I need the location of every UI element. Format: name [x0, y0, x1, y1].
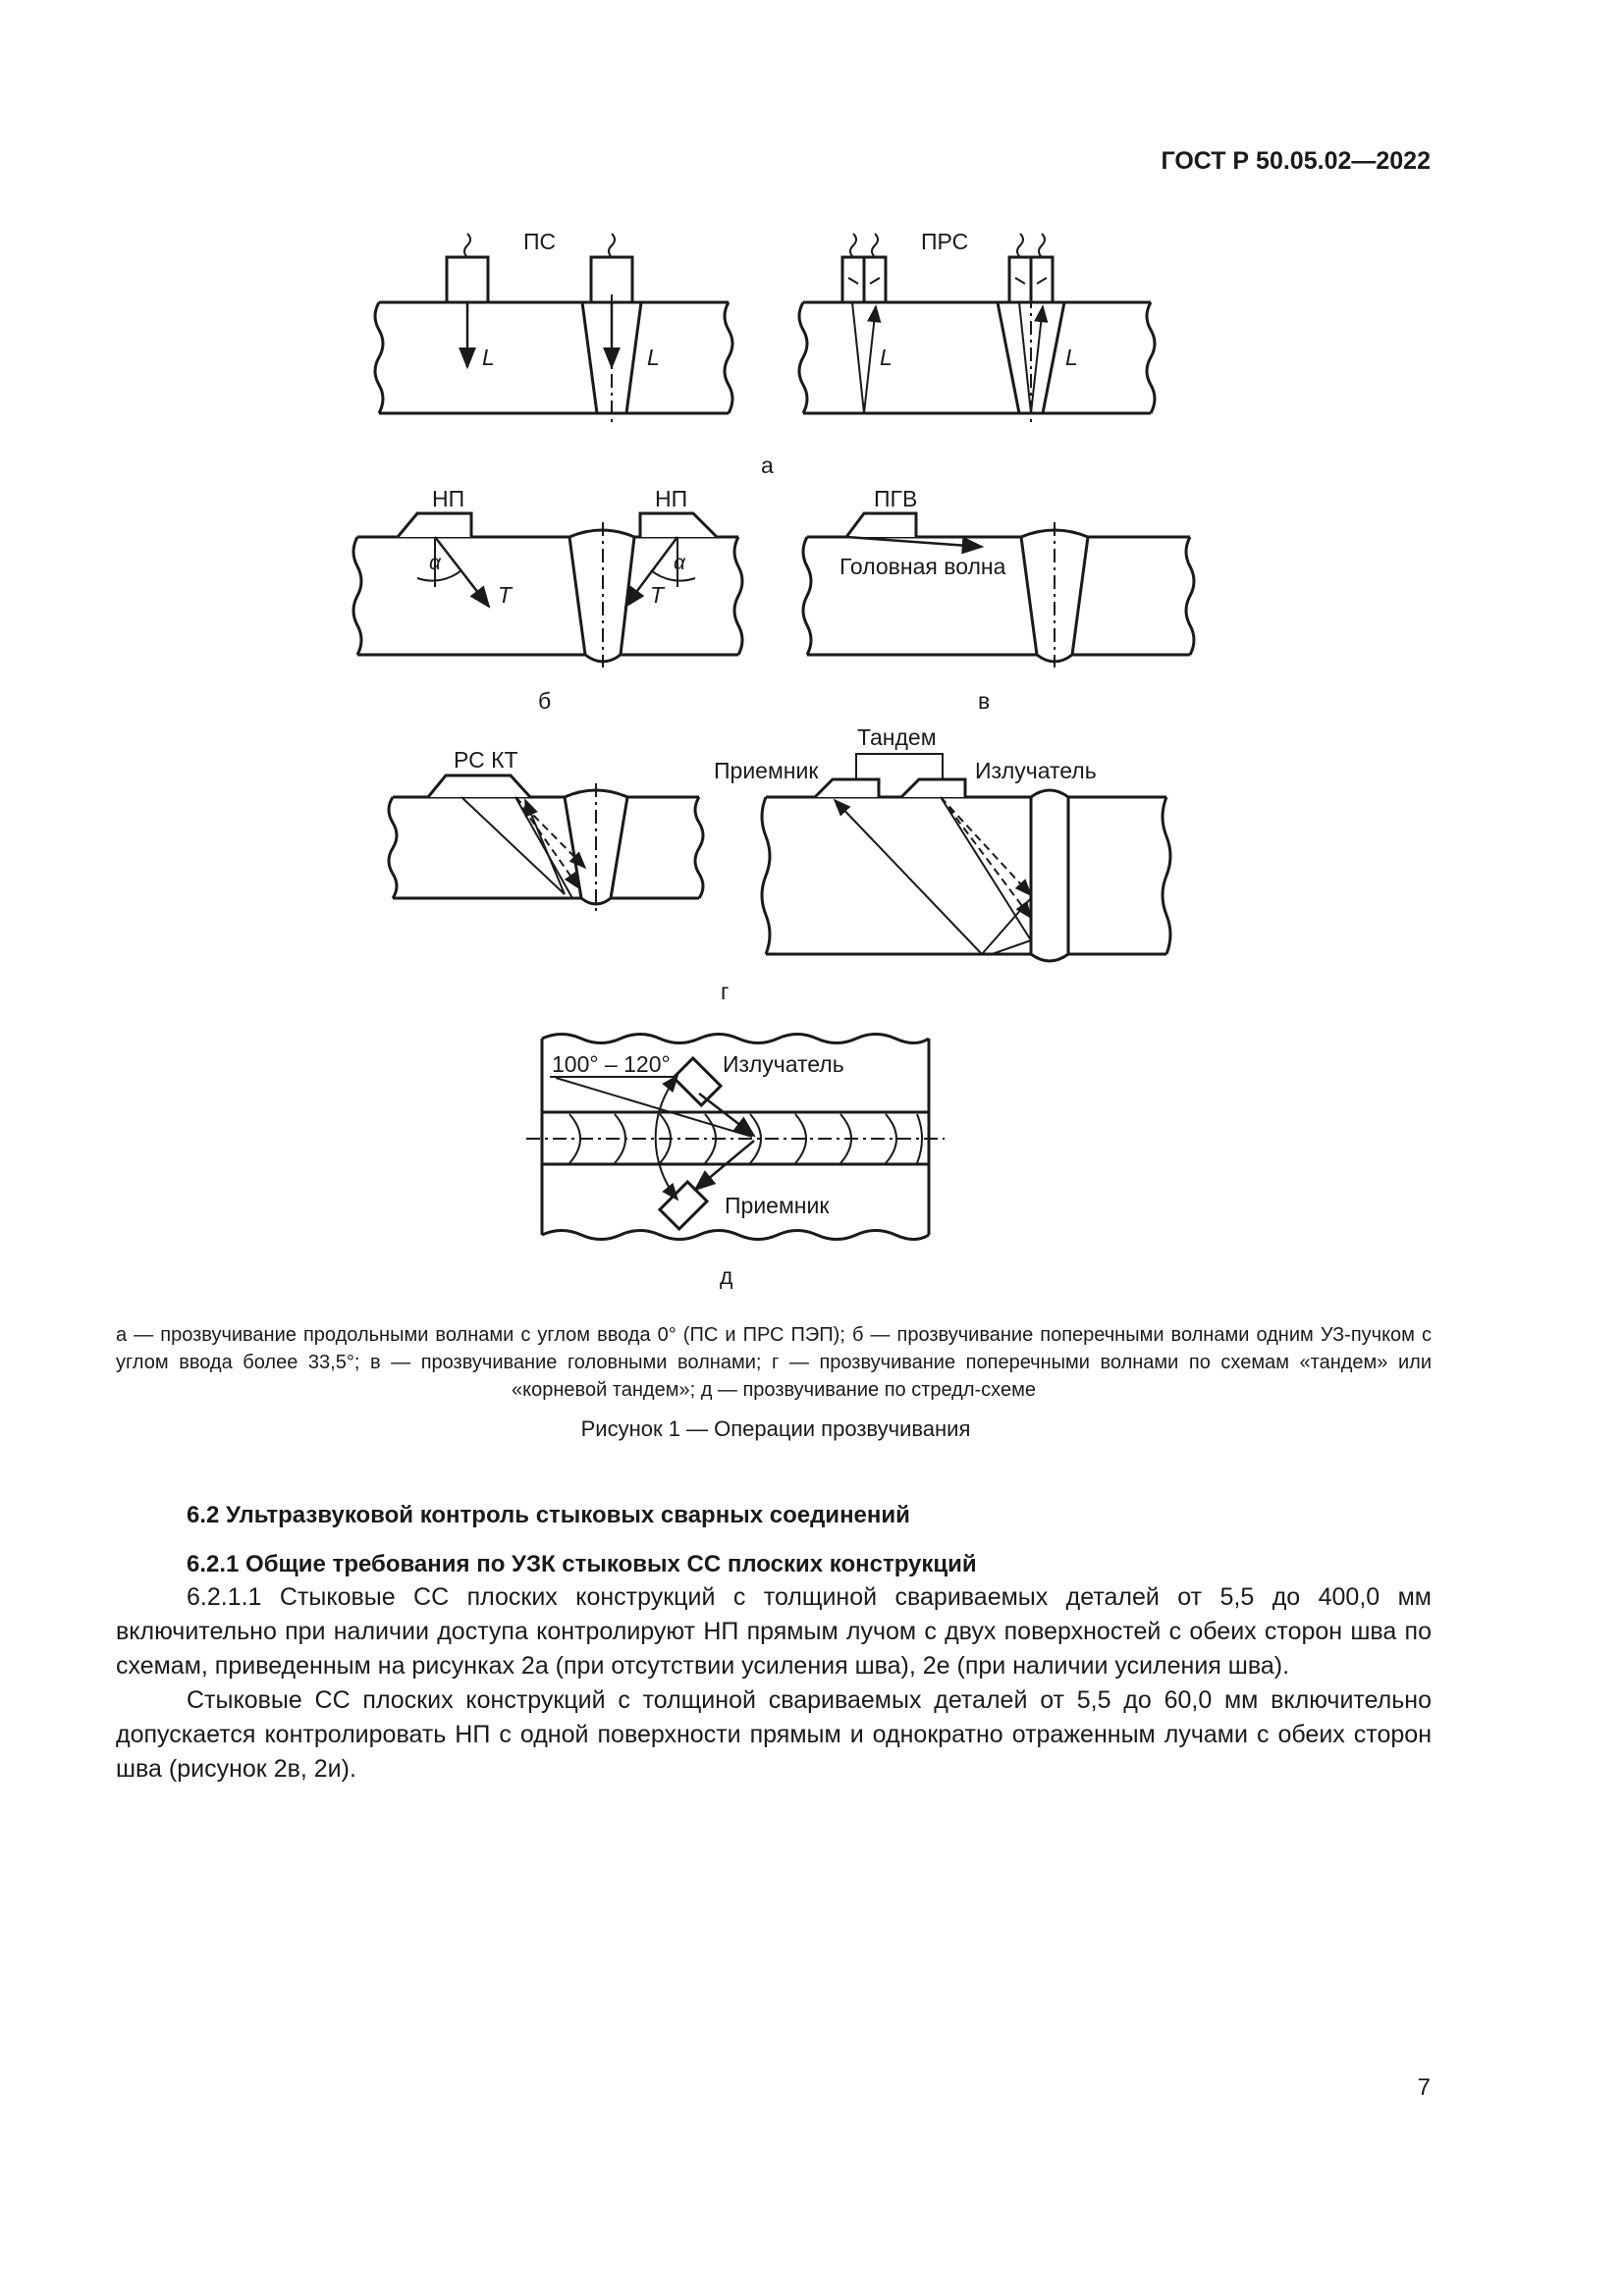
panel-g-right-diagram: [762, 754, 1170, 961]
pgv-label: ПГВ: [874, 486, 918, 511]
rskt-probe: [428, 775, 530, 797]
tandem-emitter-probe: [901, 779, 965, 797]
straddle-receiver-probe: [660, 1182, 707, 1229]
wave-label-t2: T: [650, 582, 665, 608]
pgv-probe: [846, 513, 916, 537]
panel-v-sublabel: в: [978, 688, 991, 714]
figure-legend: а — прозвучивание продольными волнами с углом ввода 0° (ПС и ПРС ПЭП); б — прозвучивание поперечными волнами одним УЗ-пучком с углом ввода более 33,5°; в — прозвучивание головными волнами; г — прозвучивание поперечными волнами по схемам «тандем» или «корневой тандем»; д — прозвучивание по стредл-схеме: [116, 1324, 1432, 1401]
panel-d-sublabel: д: [720, 1263, 733, 1289]
paragraph: 6.2.1.1 Стыковые СС плоских конструкций с толщиной свариваемых деталей от 5,5 до 400,0 мм включительно при наличии доступа контролируют НП прямым лучом с двух поверхностей с обеих сторон шва по схемам, приведенным на рисунках 2а (при отсутствии усиления шва), 2е (при наличии усиления шва).: [116, 1583, 1432, 1680]
tandem-emitter-label: Излучатель: [975, 758, 1097, 783]
prs-label: ПРС: [921, 229, 969, 254]
panel-b-diagram: [353, 513, 742, 667]
tandem-receiver-probe: [815, 779, 879, 797]
section-heading: 6.2 Ультразвуковой контроль стыковых сварных соединений: [187, 1502, 910, 1528]
ps-label: ПС: [523, 229, 557, 254]
panel-b-sublabel: б: [538, 688, 552, 714]
subsection-heading: 6.2.1 Общие требования по УЗК стыковых СС плоских конструкций: [187, 1551, 977, 1577]
panel-v-diagram: [803, 513, 1194, 667]
standard-code: ГОСТ Р 50.05.02—2022: [1161, 147, 1431, 175]
wave-label-l4: L: [1065, 345, 1078, 370]
panel-g-sublabel: г: [721, 979, 730, 1004]
tandem-label: Тандем: [857, 724, 937, 750]
wave-label-l2: L: [647, 345, 660, 370]
panel-g-left-diagram: [389, 775, 703, 911]
wave-label-t1: T: [498, 582, 513, 608]
wave-label-l1: L: [482, 345, 495, 370]
paragraph: Стыковые СС плоских конструкций с толщиной свариваемых деталей от 5,5 до 60,0 мм включительно допускается контролировать НП с одной поверхности прямым и однократно отраженным лучами с обеих сторон шва (рисунок 2в, 2и).: [116, 1686, 1432, 1783]
angle-label-left: α: [429, 552, 441, 574]
straddle-emitter-label: Излучатель: [723, 1051, 844, 1077]
head-wave-label: Головная волна: [839, 554, 1006, 579]
body-text: [116, 1580, 1432, 1787]
panel-a-right-diagram: [799, 234, 1155, 426]
np-label-left: НП: [432, 486, 465, 511]
angle-label-right: α: [674, 552, 685, 574]
page-number: 7: [1417, 2074, 1431, 2101]
np-probe-right: [640, 513, 717, 537]
wave-label-l3: L: [880, 345, 893, 370]
np-probe-left: [398, 513, 471, 537]
straddle-emitter-probe: [674, 1058, 721, 1105]
np-label-right: НП: [655, 486, 688, 511]
panel-a-left-diagram: [375, 234, 732, 426]
rskt-label: РС КТ: [454, 747, 518, 773]
figure-caption: Рисунок 1 — Операции прозвучивания: [580, 1416, 971, 1441]
angle-range-label: 100° – 120°: [552, 1051, 671, 1077]
panel-a-sublabel: а: [761, 453, 774, 478]
ps-probe-left: [447, 257, 488, 302]
tandem-receiver-label: Приемник: [714, 758, 819, 783]
straddle-receiver-label: Приемник: [725, 1193, 830, 1218]
